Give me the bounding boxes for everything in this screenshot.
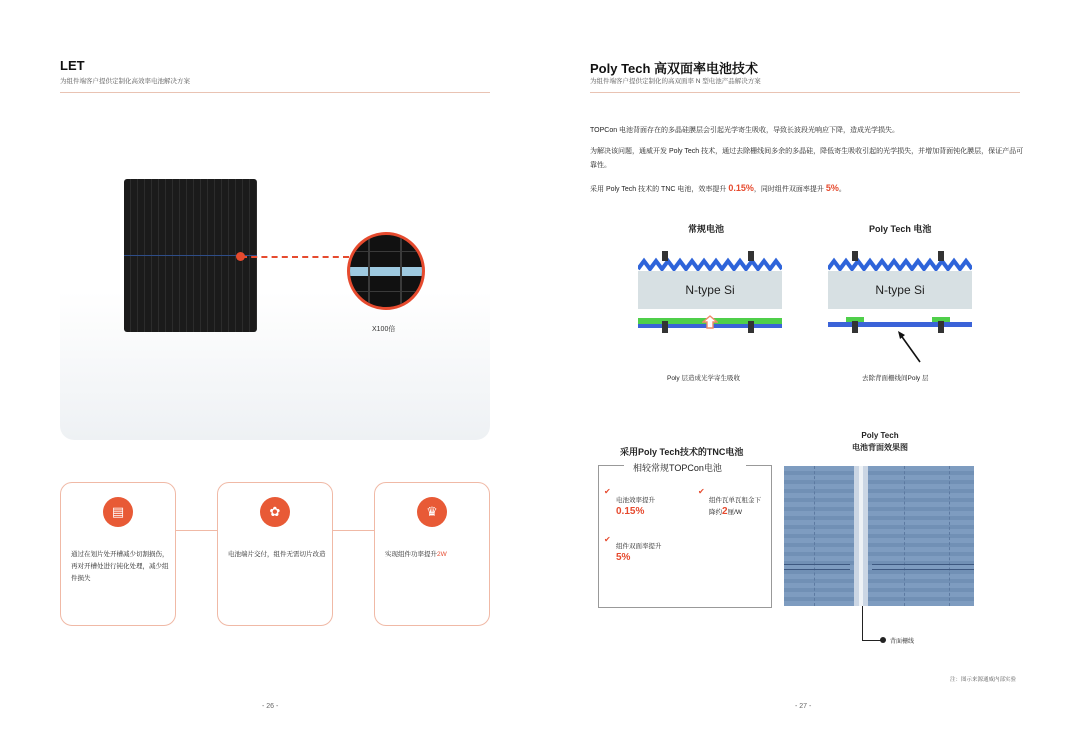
right-page	[540, 0, 1080, 737]
rear-finger	[852, 321, 858, 333]
diagram-conventional-title: 常规电池	[688, 224, 725, 234]
right-title-rule	[590, 92, 1020, 93]
feature-card-text: 电池端片交付，组件无需切片改造	[228, 551, 326, 558]
source-note: 注：图示来源通威内部实验	[950, 677, 1017, 683]
left-page-title: LET	[60, 58, 85, 73]
paragraph-3	[590, 181, 1030, 197]
flower-icon: ✿	[260, 497, 290, 527]
check-icon: ✔	[604, 535, 611, 544]
card-connector	[176, 530, 218, 531]
comparison-box-top-edge	[746, 465, 772, 466]
caption-polytech: 去除背面栅线间Poly 层	[862, 375, 929, 382]
paragraph-3-prefix: 采用 Poly Tech 技术的 TNC 电池，效率提升	[590, 186, 729, 193]
n-type-si-layer: N-type Si	[638, 271, 782, 309]
zoom-magnifier	[347, 232, 425, 310]
right-page-subtitle: 为组件端客户提供定制化的高双面率 N 型电池产品解决方案	[590, 78, 761, 85]
comparison-item-label: 电池效率提升	[616, 497, 655, 504]
zoom-leader-line	[241, 256, 349, 258]
zoom-grid-line	[350, 251, 422, 252]
page-number-right: - 27 -	[795, 703, 812, 710]
zoom-magnification-label: X100倍	[372, 326, 396, 333]
effect-title-line-1: Poly Tech	[861, 431, 899, 440]
front-finger	[938, 251, 944, 261]
comparison-item-label: 组件瓦单瓦租金下降约	[709, 497, 761, 516]
effect-title-line-2: 电池背面效果图	[852, 443, 908, 452]
comparison-item-value: 0.15%	[616, 506, 645, 517]
rear-busbar-highlight	[859, 466, 863, 606]
pointer-arrow-icon	[896, 330, 922, 364]
comparison-box-top-edge	[598, 465, 624, 466]
rear-pattern-line	[949, 466, 950, 606]
paragraph-2: 为解决该问题，通威开发 Poly Tech 技术，通过去除栅线间多余的多晶硅，降低寄生吸收引起的光学损失，并增加背面钝化膜层，保证产品可靠性。	[590, 148, 1024, 169]
busbar-leader-dot	[880, 637, 886, 643]
rear-pattern-line	[814, 466, 815, 606]
caption-conventional: Poly 层造成光学寄生吸收	[667, 375, 740, 382]
busbar-label: 背面栅线	[890, 639, 915, 645]
comparison-item-efficiency	[616, 495, 655, 518]
document-icon: ▤	[103, 497, 133, 527]
rear-pattern-wire	[784, 564, 850, 570]
rear-passivation-layer	[828, 322, 972, 327]
comparison-title: 采用Poly Tech技术的TNC电池	[620, 447, 744, 457]
busbar-leader-line	[862, 606, 863, 640]
paragraph-3-mid: ，同时组件双面率提升	[753, 186, 826, 193]
rear-surface-photo	[784, 466, 974, 606]
page-number-left: - 26 -	[262, 703, 279, 710]
absorption-arrow-icon	[702, 315, 718, 329]
zoom-cut-groove	[350, 267, 422, 276]
right-page-title: Poly Tech 高双面率电池技术	[590, 61, 759, 76]
efficiency-gain-value: 0.15%	[728, 183, 754, 193]
effect-image-title	[838, 430, 922, 454]
rear-finger	[748, 321, 754, 333]
bifaciality-gain-value: 5%	[825, 183, 839, 193]
front-finger	[662, 251, 668, 261]
polytech-cell-diagram	[828, 255, 972, 333]
feature-card-highlight: 2W	[437, 551, 447, 558]
left-title-rule	[60, 92, 490, 93]
comparison-item-value: 2	[722, 506, 728, 517]
zoom-grid-line	[368, 235, 370, 307]
diagram-polytech-title: Poly Tech 电池	[869, 224, 932, 234]
zoom-grid-line	[400, 235, 402, 307]
left-page-subtitle: 为组件端客户提供定制化高效率电池解决方案	[60, 78, 190, 85]
paragraph-1: TOPCon 电池背面存在的多晶硅膜层会引起光学寄生吸收，导致长波段光响应下降，造成光学损失。	[590, 127, 900, 134]
n-type-si-layer: N-type Si	[828, 271, 972, 309]
feature-card-text: 通过在划片处开槽减少切割损伤，再对开槽处进行钝化处理，减少组件损失	[71, 551, 169, 582]
feature-card-2	[217, 482, 333, 626]
comparison-item-cost	[709, 495, 767, 518]
rear-finger	[938, 321, 944, 333]
zoom-origin-dot	[236, 252, 245, 261]
check-icon: ✔	[698, 487, 705, 496]
comparison-item-bifaciality	[616, 541, 662, 564]
feature-card-3	[374, 482, 490, 626]
trophy-icon: ♛	[417, 497, 447, 527]
comparison-item-label: 组件双面率提升	[616, 543, 662, 550]
feature-card-text-prefix: 实现组件功率提升	[385, 551, 437, 558]
card-connector	[333, 530, 375, 531]
comparison-item-unit: 厘/W	[727, 509, 743, 516]
comparison-box	[598, 465, 772, 608]
rear-pattern-wire	[872, 564, 974, 570]
comparison-item-value: 5%	[616, 552, 631, 563]
paragraph-3-suffix: 。	[838, 186, 846, 193]
busbar-leader-line	[862, 640, 882, 641]
front-finger	[748, 251, 754, 261]
front-finger	[852, 251, 858, 261]
rear-finger	[662, 321, 668, 333]
feature-card-text	[385, 549, 483, 561]
rear-pattern-line	[904, 466, 905, 606]
comparison-subtitle: 相较常规TOPCon电池	[633, 463, 722, 473]
conventional-cell-diagram	[638, 255, 782, 333]
zoom-grid-line	[350, 291, 422, 292]
check-icon: ✔	[604, 487, 611, 496]
feature-card-1	[60, 482, 176, 626]
